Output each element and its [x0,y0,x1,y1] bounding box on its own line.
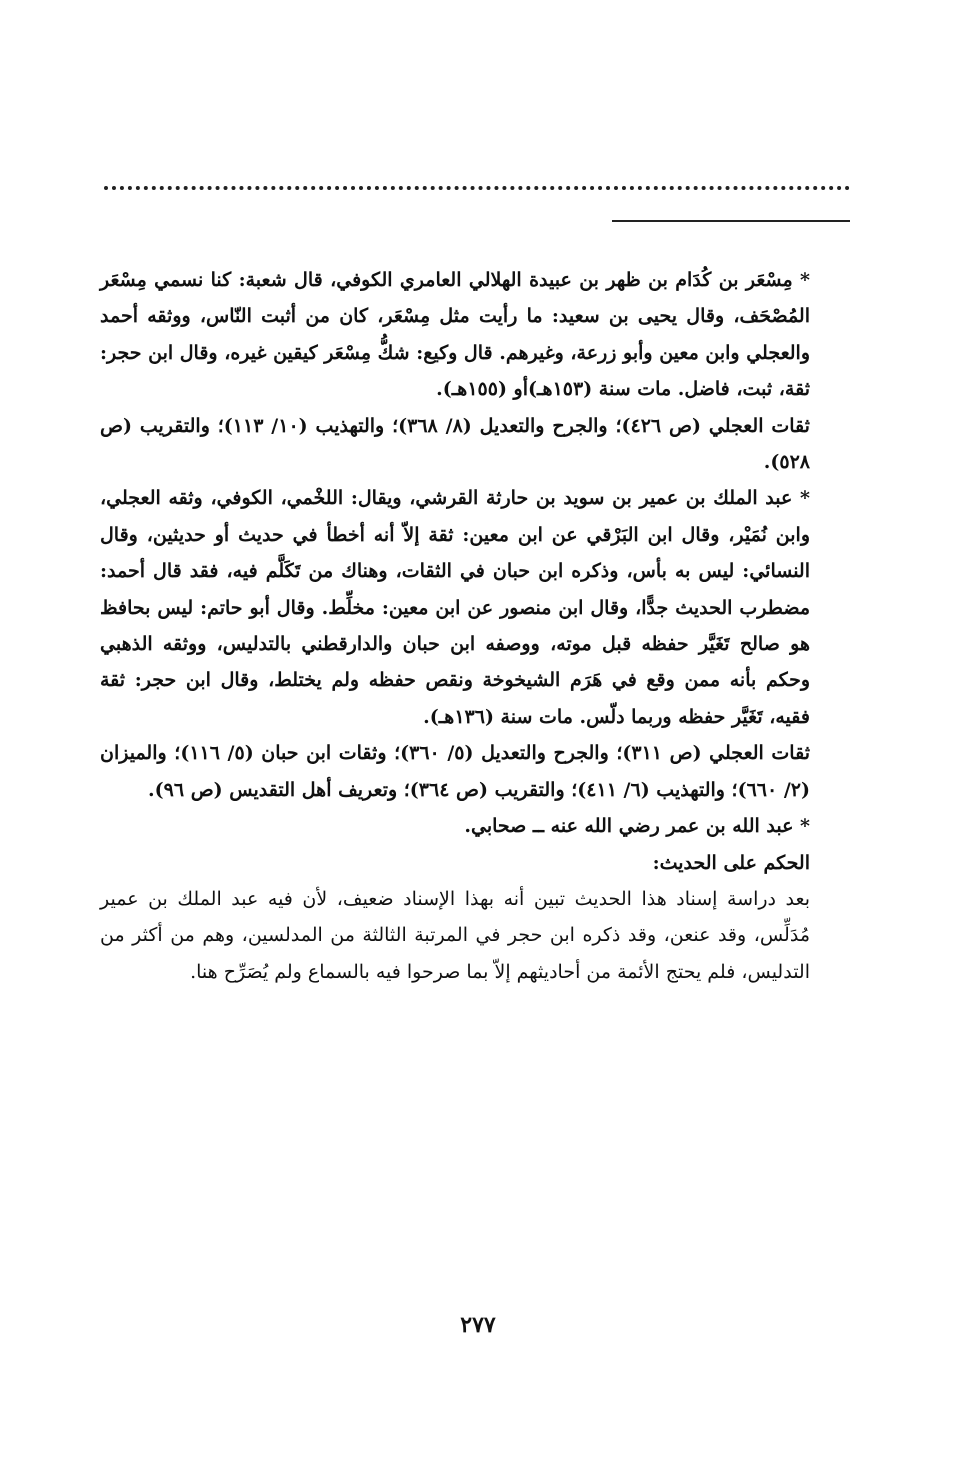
narrator-refs-misar: ثقات العجلي (ص ٤٢٦)؛ والجرح والتعديل (٨/ ٣٦٨)؛ والتهذيب (١٠/ ١١٣)؛ والتقريب (ص ٥٢٨). [100,414,810,474]
narrator-bio-abdullah-ibn-umar: * عبد الله بن عمر رضي الله عنه ــ صحابي. [464,815,810,838]
page-number: ٢٧٧ [460,1312,496,1338]
narrator-bio-abdulmalik: * عبد الملك بن عمير بن سويد بن حارثة القرشي، ويقال: اللخْمي، الكوفي، وثقه العجلي، وابن نُمَيْر، وقال ابن البَرْقي عن ابن معين: ثقة إلاّ أنه أخطأ في حديث أو حديثين، وقال النسائي: ليس به بأس، وذكره ابن حبان في الثقات، وهناك من تَكَلَّم فيه، فقد قال أحمد: مضطرب الحديث جدًّا، وقال ابن منصور عن ابن معين: مخلِّط. وقال أبو حاتم: ليس بحافظ هو صالح تَغَيَّر حفظه قبل موته، ووصفه ابن حبان والدارقطني بالتدليس، ووثقه الذهبي وحكم بأنه ممن وقع في هَرَم الشيخوخة ونقص حفظه ولم يختلط، وقال ابن حجر: ثقة فقيه، تَغَيَّر حفظه وربما دلّس. مات سنة (١٣٦هـ). [100,487,810,728]
ruling-heading: الحكم على الحديث: [652,851,810,874]
narrator-bio-misar: * مِسْعَر بن كُدَام بن ظهر بن عبيدة الهلالي العامري الكوفي، قال شعبة: كنا نسمي مِسْعَر المُصْحَف، وقال يحيى بن سعيد: ما رأيت مثل مِسْعَر، كان من أثبت النّاس، ووثقه أحمد والعجلي وابن معين وأبو زرعة، وغيرهم. قال وكيع: شكُّ مِسْعَر كيقين غيره، وقال ابن حجر: ثقة، ثبت، فاضل. مات سنة (١٥٣هـ)أو (١٥٥هـ). [99,269,810,401]
narrator-refs-abdulmalik: ثقات العجلي (ص ٣١١)؛ والجرح والتعديل (٥/ ٣٦٠)؛ وثقات ابن حبان (٥/ ١١٦)؛ والميزان (٢/ ٦٦٠)؛ والتهذيب (٦/ ٤١١)؛ والتقريب (ص ٣٦٤)؛ وتعريف أهل التقديس (ص ٩٦). [100,742,810,801]
ruling-text: بعد دراسة إسناد هذا الحديث تبين أنه بهذا الإسناد ضعيف، لأن فيه عبد الملك بن عمير مُدَلِّس، وقد عنعن، وقد ذكره ابن حجر في المرتبة الثالثة من المدلسين، وهم من أكثر من التدليس، فلم يحتج الأئمة من أحاديثهم إلاّ بما صرحوا فيه بالسماع ولم يُصَرِّح هنا. [100,887,810,983]
page-body [100,262,810,990]
dotted-separator [104,186,850,190]
footnote-rule [612,220,850,222]
